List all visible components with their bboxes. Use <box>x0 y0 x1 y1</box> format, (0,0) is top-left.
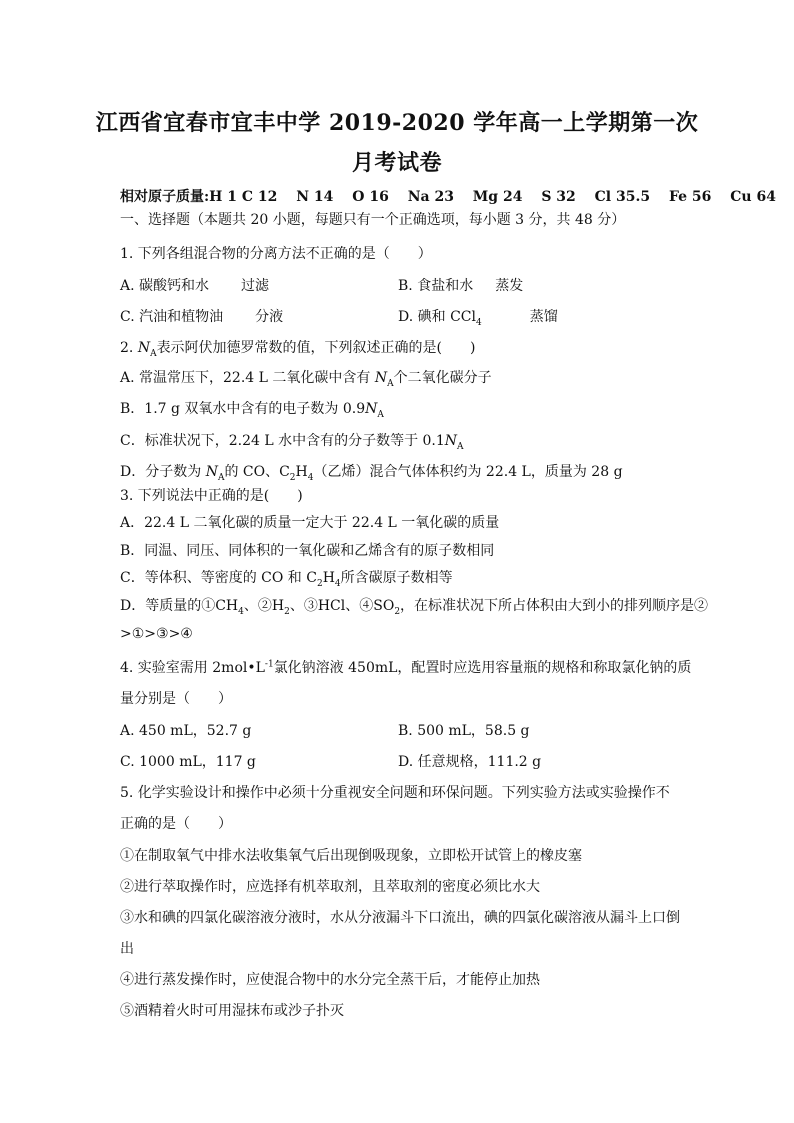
option-b-text: B. 食盐和水 <box>398 278 474 294</box>
subscript: 4 <box>238 606 244 617</box>
question-4-option-d: D. 任意规格，111.2 g <box>398 754 542 770</box>
question-number: 2. <box>120 340 138 356</box>
symbol-n: N <box>137 340 151 356</box>
option-text: A. 常温常压下，22.4 L 二氧化碳中含有 <box>120 370 375 386</box>
subscript: 2 <box>284 606 290 617</box>
question-5-statement-1: ①在制取氧气中排水法收集氧气后出现倒吸现象，立即松开试管上的橡皮塞 <box>120 848 582 864</box>
question-3-option-d <box>120 597 708 615</box>
exam-title-line1: 江西省宜春市宜丰中学 2019-2020 学年高一上学期第一次 <box>95 110 699 136</box>
option-text-tail: ，在标准状况下所占体积由大到小的排列顺序是② <box>400 598 709 614</box>
symbol-n: N <box>205 464 218 480</box>
option-text-tail: （乙烯）混合气体体积约为 22.4 L，质量为 28 g <box>313 464 623 480</box>
question-3-stem: 3. 下列说法中正确的是( ) <box>120 488 303 504</box>
option-c-text: C. 汽油和植物油 <box>120 309 224 325</box>
question-1-option-a <box>120 277 269 295</box>
question-4-option-b: B. 500 mL，58.5 g <box>398 723 530 739</box>
option-text-tail: 所含碳原子数相等 <box>340 570 453 586</box>
option-text-mid: 、③HCl、④SO <box>289 598 395 614</box>
question-1-option-b <box>398 277 523 295</box>
subscript: A <box>217 472 225 483</box>
subscript: 2 <box>394 606 401 617</box>
question-5-statement-5: ⑤酒精着火时可用湿抹布或沙子扑灭 <box>120 1003 344 1019</box>
option-text: C．等体积、等密度的 CO 和 C <box>120 570 317 586</box>
question-5-statement-4: ④进行蒸发操作时，应使混合物中的水分完全蒸干后，才能停止加热 <box>120 972 540 988</box>
question-2-option-c <box>120 432 464 450</box>
question-5-statement-3-continued: 出 <box>120 941 134 957</box>
subscript: 2 <box>289 472 296 483</box>
question-3-option-c <box>120 569 453 587</box>
option-text-tail: 个二氧化碳分子 <box>393 370 492 386</box>
question-2-option-b <box>120 400 384 418</box>
question-4-option-c: C. 1000 mL，117 g <box>120 754 256 770</box>
question-1-option-c <box>120 308 283 326</box>
subscript: A <box>387 378 394 389</box>
stem-text: 表示阿伏加德罗常数的值，下列叙述正确的是( ) <box>156 340 476 356</box>
option-text: C．标准状况下，2.24 L 水中含有的分子数等于 0.1 <box>120 433 445 449</box>
section-header: 一、选择题（本题共 20 小题，每题只有一个正确选项，每小题 3 分，共 48 分） <box>120 212 626 228</box>
subscript: 4 <box>334 578 341 589</box>
option-text: D．等质量的①CH <box>120 598 239 614</box>
question-3-option-b: B．同温、同压、同体积的一氧化碳和乙烯含有的原子数相同 <box>120 543 495 559</box>
question-3-option-a: A．22.4 L 二氧化碳的质量一定大于 22.4 L 一氧化碳的质量 <box>120 515 500 531</box>
question-5-stem: 5. 化学实验设计和操作中必须十分重视安全问题和环保问题。下列实验方法或实验操作不 <box>120 785 670 801</box>
question-5-statement-3: ③水和碘的四氯化碳溶液分液时，水从分液漏斗下口流出，碘的四氯化碳溶液从漏斗上口倒 <box>120 910 680 926</box>
option-b-method: 蒸发 <box>495 278 524 294</box>
option-d-method: 蒸馏 <box>529 309 558 325</box>
option-text: D．分子数为 <box>120 464 206 480</box>
symbol-n: N <box>365 401 378 417</box>
question-1-option-d <box>398 308 558 326</box>
subscript: A <box>377 409 384 420</box>
option-text-mid: 、②H <box>243 598 285 614</box>
question-1-stem: 1. 下列各组混合物的分离方法不正确的是（ ） <box>120 246 432 262</box>
subscript: A <box>457 441 464 452</box>
subscript: 4 <box>475 317 482 328</box>
stem-text-tail: 氯化钠溶液 450mL，配置时应选用容量瓶的规格和称取氯化钠的质 <box>273 660 692 676</box>
option-c-method: 分液 <box>255 309 284 325</box>
atomic-mass-line: 相对原子质量:H 1 C 12 N 14 O 16 Na 23 Mg 24 S 32 Cl 35.5 Fe 56 Cu 64 <box>120 189 776 205</box>
option-text-mid: H <box>295 464 308 480</box>
question-2-option-a <box>120 369 492 387</box>
option-d-text: D. 碘和 CCl <box>398 309 476 325</box>
option-text-mid: H <box>322 570 335 586</box>
stem-text: 4. 实验室需用 2mol•L <box>120 660 265 676</box>
superscript: -1 <box>264 659 274 670</box>
option-a-method: 过滤 <box>241 278 270 294</box>
question-2-option-d <box>120 463 623 481</box>
question-2-stem <box>120 339 476 357</box>
exam-title-line2: 月考试卷 <box>351 150 442 176</box>
symbol-n: N <box>374 370 388 386</box>
option-text-mid: 的 CO、C <box>224 464 290 480</box>
question-4-stem <box>120 659 691 677</box>
option-text: B．1.7 g 双氧水中含有的电子数为 0.9 <box>120 401 366 417</box>
symbol-n: N <box>444 433 458 449</box>
question-4-stem-continued: 量分别是（ ） <box>120 691 232 707</box>
subscript: A <box>150 348 157 359</box>
question-5-statement-2: ②进行萃取操作时，应选择有机萃取剂，且萃取剂的密度必须比水大 <box>120 879 540 895</box>
question-5-stem-continued: 正确的是（ ） <box>120 816 232 832</box>
subscript: 2 <box>316 578 323 589</box>
question-3-option-d-continued: >①>③>④ <box>120 626 193 642</box>
subscript: 4 <box>307 472 314 483</box>
question-4-option-a: A. 450 mL，52.7 g <box>120 723 252 739</box>
option-a-text: A. 碳酸钙和水 <box>120 278 210 294</box>
